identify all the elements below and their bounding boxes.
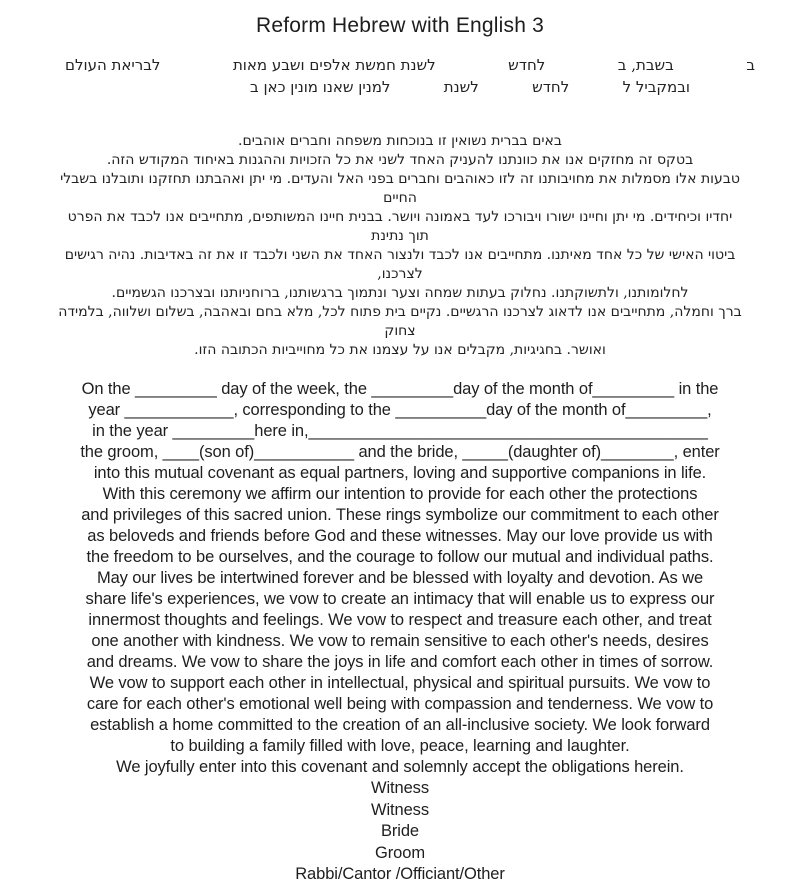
hebrew-text-line: ביטוי האישי של כל אחד מאיתנו. מתחייבים אנו לכבד ולנצור האחד את השני ולכבד זו את זה באדיבות. נהיה רגישים לצרכנו, — [64, 247, 736, 282]
signature-label-witness-1: Witness — [371, 779, 429, 797]
hebrew-text-line: בטקס זה מחזקים אנו את כוונתנו להעניק האחד לשני את כל הזכויות וההגנות באיחוד המקודש הזה. — [106, 152, 694, 168]
hebrew-text-line: יחדיו וכיחידים. מי יתן וחיינו ישורו ויבורכו לעד באמונה ויושר. בבנית חיינו המשותפים, מתחייבים אנו לכבד את הפרט תוך נתינת — [67, 209, 733, 244]
english-text-line: and dreams. We vow to share the joys in life and comfort each other in times of sorrow. — [86, 653, 714, 671]
hebrew-date-line-2 — [0, 76, 800, 98]
english-text-line: establish a home committed to the creation of an all-inclusive society. We look forward — [90, 716, 710, 734]
signature-label-officiant: Rabbi/Cantor /Officiant/Other — [295, 865, 505, 883]
hebrew-date-segment: למנין שאנו מונין כאן ב — [250, 78, 391, 96]
signature-label-groom: Groom — [375, 843, 425, 862]
english-text-line: one another with kindness. We vow to remain sensitive to each other's needs, desires — [91, 632, 709, 650]
english-text-line: We vow to support each other in intellectual, physical and spiritual pursuits. We vow to — [89, 674, 711, 692]
hebrew-date-segment: לשנת חמשת אלפים ושבע מאות — [232, 56, 436, 74]
hebrew-text-line: ברך וחמלה, מתחייבים אנו לדאוג לצרכנו הרגשיים. נקיים בית פתוח לכל, מלא בחם ובאהבה, בשלום ושלווה, בלמידה צחוק — [58, 304, 742, 339]
english-text-line: to building a family filled with love, peace, learning and laughter. — [170, 737, 630, 755]
english-text-line: care for each other's emotional well being with compassion and tenderness. We vow to — [86, 695, 714, 713]
english-text-line: With this ceremony we affirm our intention to provide for each other the protections — [102, 485, 698, 503]
english-date-fill-line: On the _________ day of the week, the _________day of the month of_________ in the — [81, 380, 719, 398]
hebrew-text-line: טבעות אלו מסמלות את מחויבותנו זה לזו כאוהבים וחברים בפני האל והעדים. מי יתן ואהבתנו תחזקנו ותובלנו בשבלי החיים — [60, 171, 740, 206]
hebrew-text-block — [0, 132, 800, 360]
hebrew-date-line-1 — [0, 54, 800, 76]
english-names-fill-line: the groom, ____(son of)___________ and the bride, _____(daughter of)________, enter — [80, 443, 720, 461]
english-date-fill-line: year ____________, corresponding to the __________day of the month of_________, — [88, 401, 712, 419]
english-text-line: the freedom to be ourselves, and the courage to follow our mutual and individual paths. — [86, 548, 714, 566]
hebrew-date-segment: לשנת — [443, 78, 479, 96]
english-text-line: and privileges of this sacred union. These rings symbolize our commitment to each other — [81, 506, 719, 524]
english-text-block — [0, 379, 800, 778]
signature-label-witness-2: Witness — [371, 800, 429, 819]
english-text-line: into this mutual covenant as equal partners, loving and supportive companions in life. — [93, 464, 707, 482]
english-text-line: share life's experiences, we vow to create an intimacy that will enable us to express our — [85, 590, 715, 608]
english-text-line: innermost thoughts and feelings. We vow to respect and treasure each other, and treat — [88, 611, 712, 629]
signature-block — [0, 778, 800, 886]
page-title: Reform Hebrew with English 3 — [255, 14, 545, 37]
hebrew-date-segment: לבריאת העולם — [65, 56, 161, 74]
hebrew-date-segment: ובמקביל ל — [622, 78, 690, 96]
hebrew-date-segment: ב — [746, 56, 755, 74]
english-text-line: We joyfully enter into this covenant and solemnly accept the obligations herein. — [116, 758, 684, 776]
hebrew-text-line: לחלומותנו, ולתשוקתנו. נחלוק בעתות שמחה וצער ונתמוך ברגשותנו, ברוחניותנו ובצרכנו הגשמיים. — [111, 285, 689, 301]
hebrew-date-segment: בשבת, ב — [617, 56, 674, 74]
english-text-line: May our lives be intertwined forever and be blessed with loyalty and devotion. As we — [96, 569, 704, 587]
english-date-fill-line: in the year _________here in,____________________________________________ — [92, 422, 708, 440]
hebrew-date-segment: לחדש — [532, 78, 570, 96]
hebrew-text-line: באים בברית נשואין זו בנוכחות משפחה וחברים אוהבים. — [238, 133, 562, 149]
hebrew-text-line: ואושר. בחגיגיות, מקבלים אנו על עצמנו את כל מחוייביות הכתובה הזו. — [194, 342, 606, 358]
english-text-line: as beloveds and friends before God and these witnesses. May our love provide us with — [87, 527, 713, 545]
hebrew-date-segment: לחדש — [508, 56, 546, 74]
hebrew-date-header — [0, 54, 800, 98]
signature-label-bride: Bride — [380, 822, 420, 840]
